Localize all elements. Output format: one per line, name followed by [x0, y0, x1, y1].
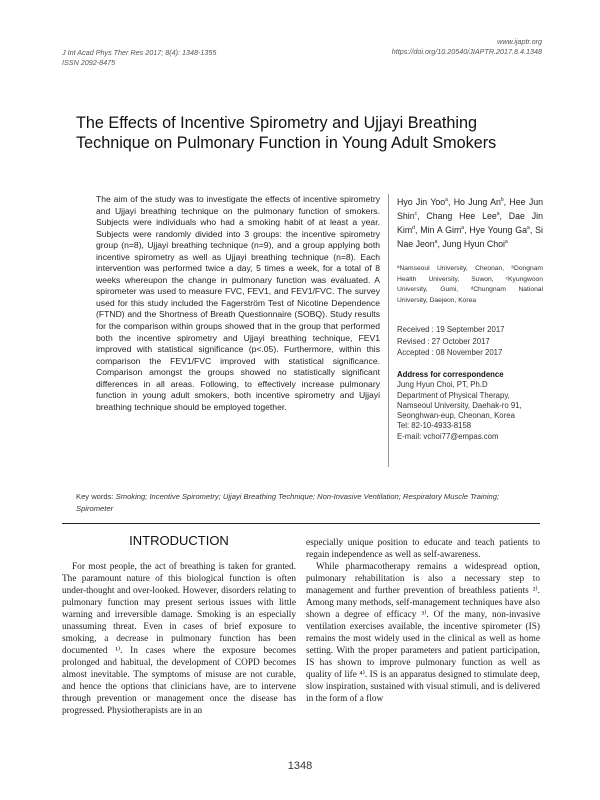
journal-citation	[62, 48, 216, 68]
abstract: The aim of the study was to investigate the effects of incentive spirometry and Ujjayi breathing technique on the pulmonary function of smokers. Subjects were individuals who had a smoking habit of at least a year. Subjects were randomly divided into 3 groups: the incentive spirometry group (n=8), Ujjayi breathing technique (n=9), and a group applying both incentive spirometry as well as Ujjayi breathing technique (n=8). Each intervention was performed twice a day, 5 times a week, for a total of 8 weeks whereupon the change in pulmonary function was evaluated. A spirometer was used to measure FVC, FEV1, and FEV1/FVC. The survey used for this study included the Fagerström Test of Nicotine Dependence (FTND) and the Shortness of Breath Questionnaire (SOBQ). Study results for the comparison within groups showed that in the group that performed both the incentive spirometry and Ujjayi breathing technique, FEV1 improved with statistical significance (p<.05). Furthermore, within this comparison the FEV1/FVC improved with statistical significance. Comparison amongst the groups showed no statistically significant differences in all areas. Following, to effectively increase pulmonary function in young adult smokers, both incentive spirometry and Ujjayi breathing technique should be employed together.	[96, 194, 380, 412]
page-number: 1348	[287, 760, 313, 772]
intro-right-column	[306, 537, 540, 705]
author-name: Dae Jin Kim$^d$	[397, 210, 543, 235]
revised-date: Revised : 27 October 2017	[397, 336, 490, 346]
correspondence-tel: Tel: 82-10-4933-8158	[397, 421, 472, 431]
correspondence	[397, 370, 543, 442]
author-name: Jung Hyun Choi$^a$	[442, 238, 508, 249]
correspondence-name: Jung Hyun Choi, PT, Ph.D	[397, 380, 488, 390]
journal-ref: J Int Acad Phys Ther Res 2017; 8(4): 1348-1355	[62, 48, 217, 57]
author-name: Hee Jun Shin$^c$	[397, 196, 544, 221]
column-divider	[388, 194, 389, 467]
intro-paragraph: While pharmacotherapy remains a widespread option, pulmonary rehabilitation is also a necessary step to management and further prevention of breathless patients ²⁾. Among many methods, self-management techniques have also shown a degree of efficacy ³⁾. Of the many, non-invasive ventilation exercises available, the incentive spirometer (IS) remains the most widely used in the clinical as well as home setting. With the proper parameters and patient participation, IS has shown to improve pulmonary function as well as quality of life ⁴⁾. IS is an apparatus designed to stimulate deep, slow inspiration, sustained with visual stimuli, and is delivered in the form of a flow	[306, 562, 540, 704]
site-link[interactable]: www.ijaptr.org	[497, 37, 542, 46]
intro-paragraph: For most people, the act of breathing is taken for granted. The paramount nature of this biological function is often under-thought and over-looked. However, disorders relating to pulmonary function may present serious issues with little warning and irreversible damage. Smoking is an especially unassuming threat. Even in cases of brief exposure to smoking, a decrease in pulmonary function has been documented ¹⁾. In cases where the exposure becomes prolonged and habitual, the development of COPD becomes almost inevitable. The symptoms of misuse are not curable, and hence the options that clinicians have, are to intervene through prevention or management once the disease has progressed. Physiotherapists are in an	[62, 562, 296, 716]
correspondence-dept: Department of Physical Therapy, Namseoul University, Daehak-ro 91, Seonghwan-eup, Cheonan, Korea	[397, 390, 522, 421]
received-date: Received : 19 September 2017	[397, 325, 505, 334]
paper-title: The Effects of Incentive Spirometry and Ujjayi Breathing Technique on Pulmonary Function in Young Adult Smokers	[76, 114, 497, 152]
author-name: Ho Jung An$^b$	[453, 196, 504, 207]
author-name: Hyo Jin Yoo$^a$	[397, 196, 448, 207]
intro-left-column	[62, 561, 296, 717]
affiliations: ªNamseoul University, Cheonan, ᵇDongnam Health University, Suwon, ᶜKyungwoon University, Gumi, ᵈChungnam National University, Daejeon, Korea	[397, 265, 543, 304]
author-name: Chang Hee Lee$^a$	[426, 210, 500, 221]
intro-paragraph: especially unique position to educate and teach patients to regain independence as well as self-awareness.	[306, 538, 540, 560]
doi-link[interactable]: https://doi.org/10.20540/JIAPTR.2017.8.4.1348	[391, 47, 542, 56]
correspondence-heading: Address for correspondence	[397, 370, 504, 379]
author-name: Si Nae Jeon$^a$	[397, 224, 543, 249]
keywords-text: Smoking; Incentive Spirometry; Ujjayi Breathing Technique; Non-Invasive Ventilation; Respiratory Muscle Training; Spirometer	[76, 492, 500, 513]
section-divider	[62, 523, 540, 524]
issn: ISSN 2092-8475	[62, 58, 116, 67]
author-list: Hyo Jin Yoo$^a$, Ho Jung An$^b$, Hee Jun Shin$^c$, Chang Hee Lee$^a$, Dae Jin Kim$^d$, Min A Gim$^a$, Hye Young Ga$^a$, Si Nae Jeon$^a$, Jung Hyun Choi$^a$	[397, 196, 544, 249]
author-name: Min A Gim$^a$	[420, 224, 465, 235]
journal-links	[392, 37, 542, 57]
keywords-label: Key words:	[76, 492, 114, 501]
correspondence-email[interactable]: E-mail: vchoi77@empas.com	[397, 431, 499, 441]
author-name: Hye Young Ga$^a$	[469, 224, 530, 235]
accepted-date: Accepted : 08 November 2017	[397, 348, 503, 357]
article-dates	[397, 324, 543, 359]
keywords	[76, 491, 536, 515]
introduction-heading: INTRODUCTION	[129, 533, 229, 548]
